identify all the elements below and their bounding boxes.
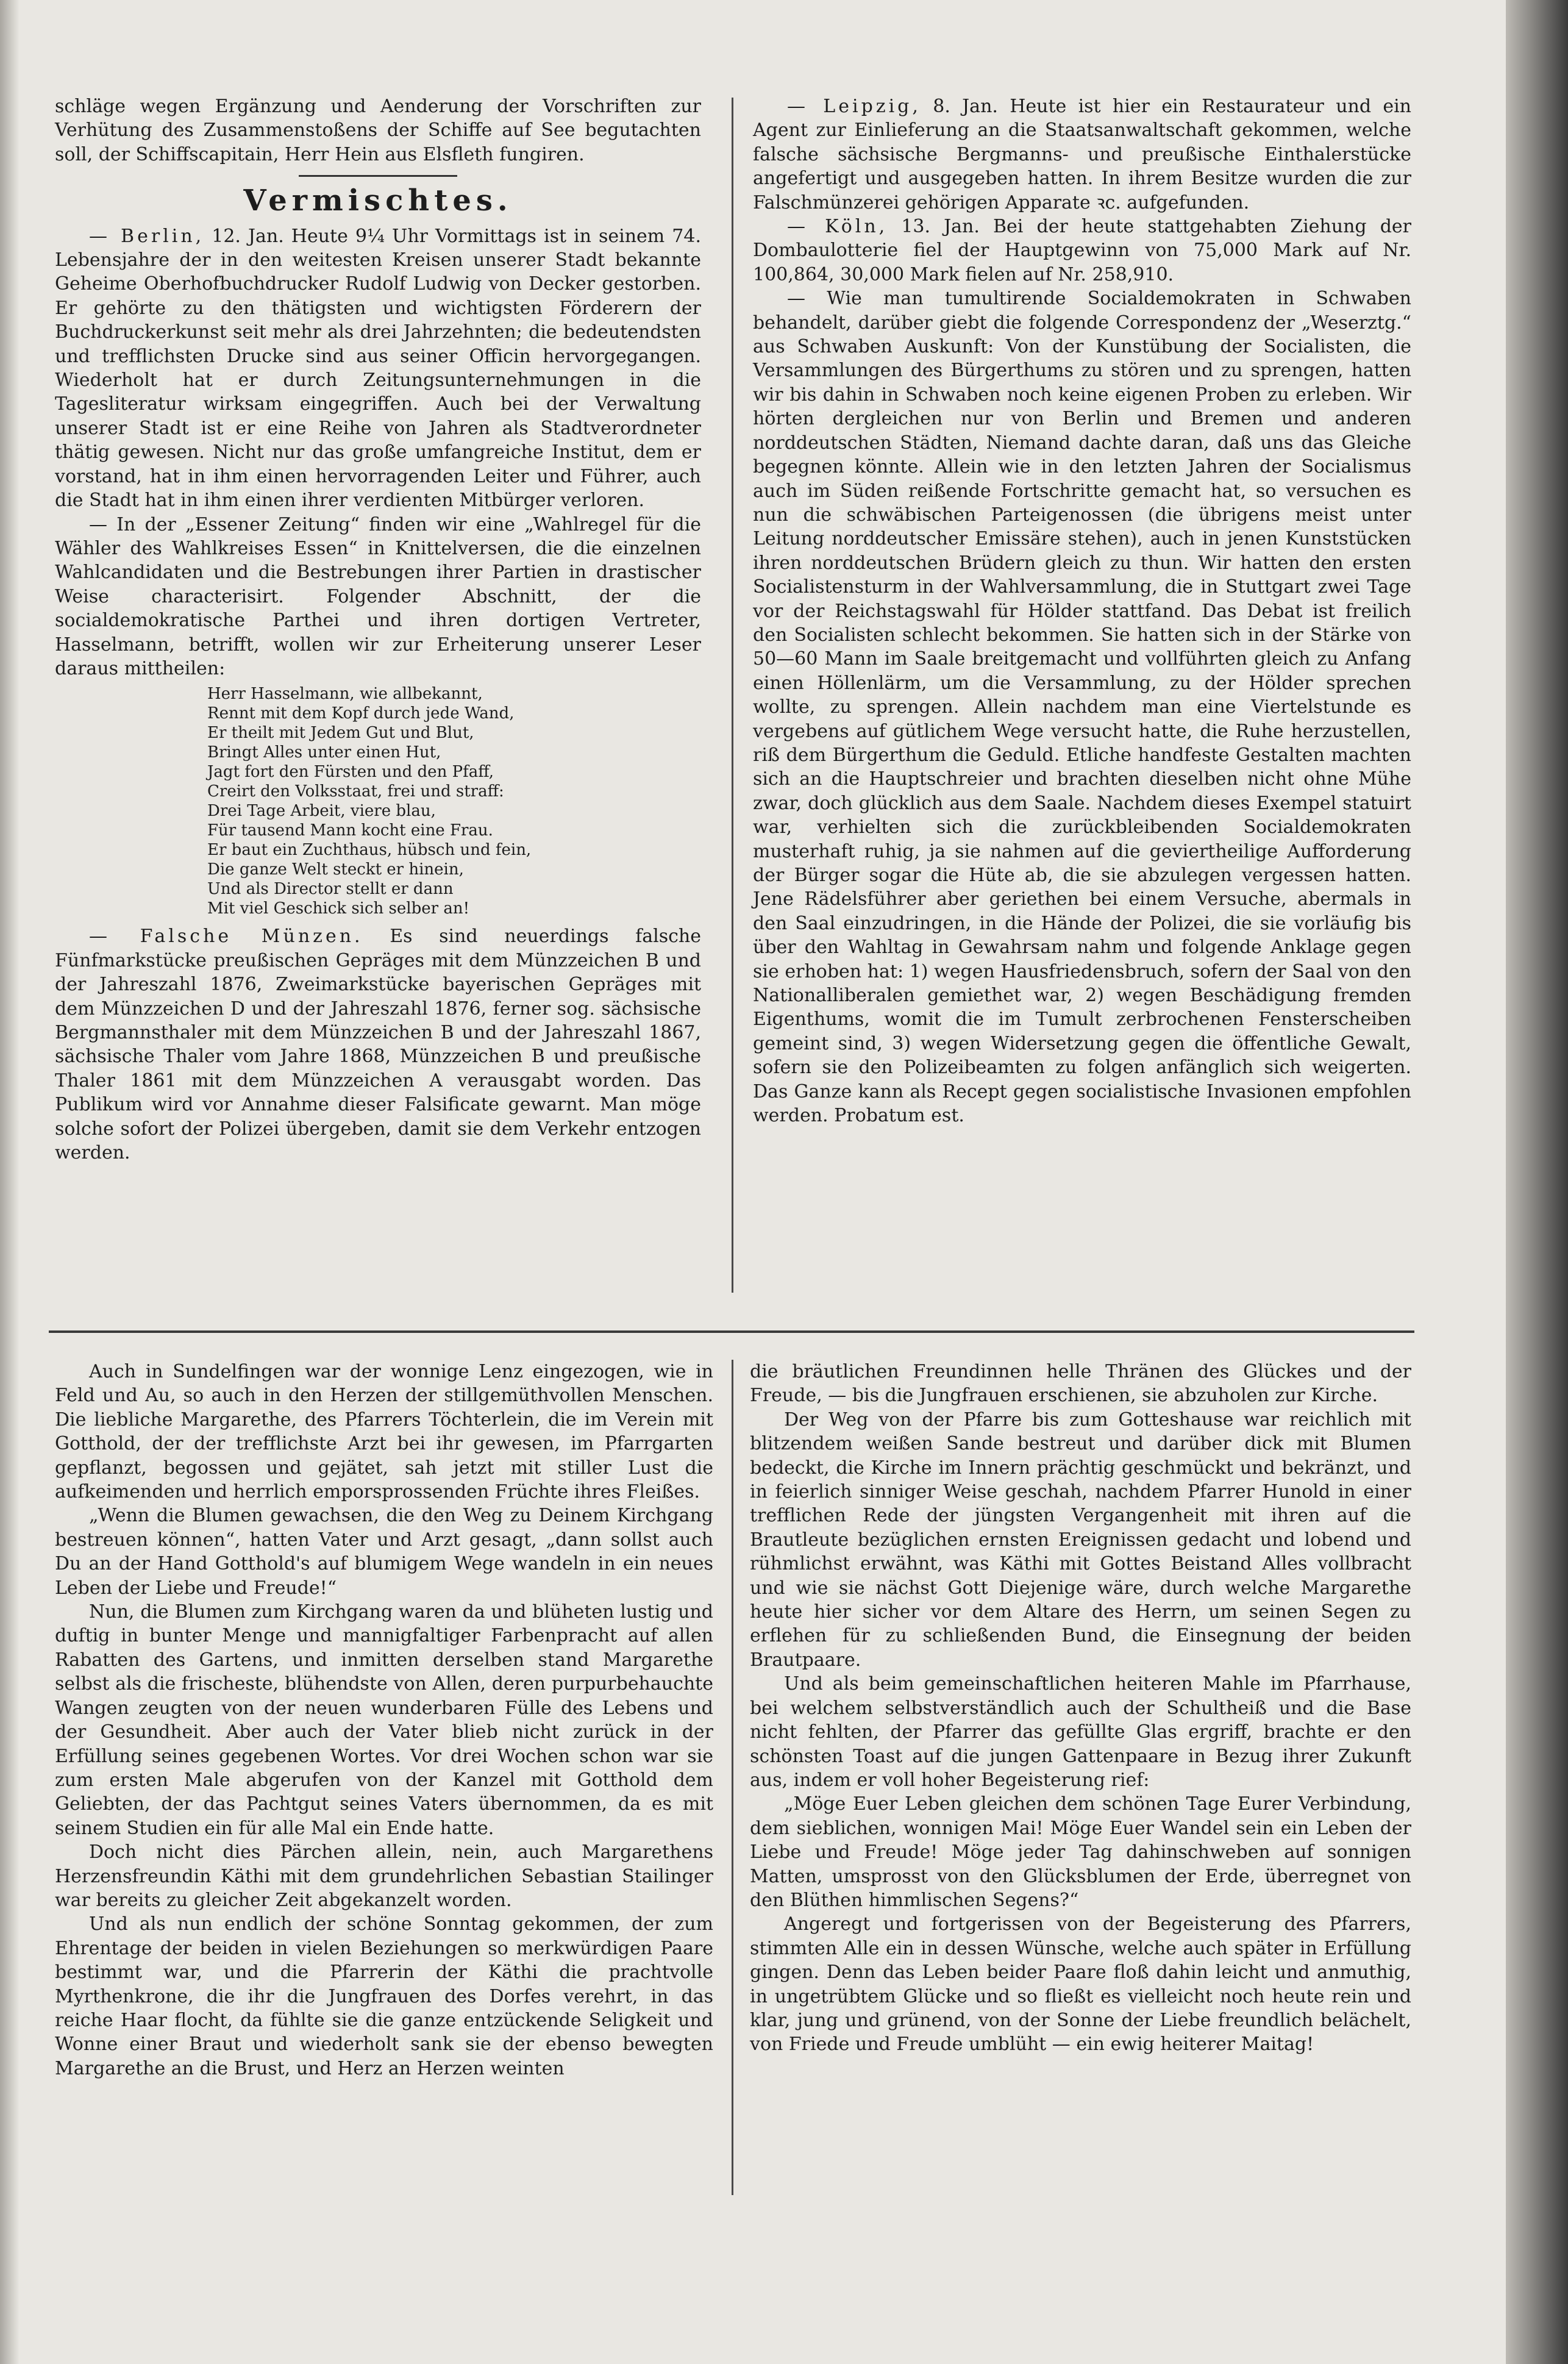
- article-koeln: [753, 215, 1411, 287]
- poem-line: Herr Hasselmann, wie allbekannt,: [207, 685, 483, 704]
- poem-line: Rennt mit dem Kopf durch jede Wand,: [207, 704, 515, 723]
- story-paragraph: Angeregt und fortgerissen von der Begeisterung des Pfarrers, stimmten Alle ein in dessen Wünsche, welche auch später in Erfüllung gingen. Denn das Leben beider Paare floß dahin leicht und anmuthig, in ungetrübtem Glücke und so fließt es vielleicht noch heute rein und klar, jung und grünend, von der Sonne der Liebe freundlich belächelt, von Friede und Freude umblüht — ein ewig heiterer Maitag!: [750, 1913, 1411, 2055]
- poem-line: Creirt den Volksstaat, frei und straff:: [207, 782, 504, 801]
- article-leipzig-body: 8. Jan. Heute ist hier ein Restaurateur und ein Agent zur Einlieferung an die Staatsanwaltschaft gekommen, welche falsche sächsische Bergmanns- und preußische Einthalerstücke angefertigt und ausgegeben hatten. In ihrem Besitze wurden die zur Falschmünzerei gehörigen Apparate ꝛc. aufgefunden.: [753, 96, 1412, 213]
- upper-right-column: [753, 95, 1411, 1127]
- column-divider-upper: [732, 98, 733, 1293]
- lower-left-column: [55, 1360, 713, 2080]
- poem-line: Jagt fort den Fürsten und den Pfaff,: [207, 763, 494, 782]
- dateline-koeln: — Köln,: [787, 216, 888, 238]
- article-berlin-body: 12. Jan. Heute 9¼ Uhr Vormittags ist in seinem 74. Lebensjahre der in den weitesten Kreisen unserer Stadt bekannte Geheime Oberhofbuchdrucker Rudolf Ludwig von Decker gestorben. Er gehörte zu den thätigsten und wichtigsten Förderern der Buchdruckerkunst seit mehr als drei Jahrzehnten; die bedeutendsten und trefflichsten Drucke sind aus seiner Officin hervorgegangen. Wiederholt hat er durch Zeitungsunternehmungen in die Tagesliteratur wirksam eingegriffen. Auch bei der Verwaltung unserer Stadt ist er eine Reihe von Jahren als Stadtverordneter thätig gewesen. Nicht nur das große umfangreiche Institut, dem er vorstand, hat in ihm einen hervorragenden Leiter und Führer, auch die Stadt hat in ihm einen ihrer verdienten Mitbürger verloren.: [55, 225, 701, 512]
- story-paragraph: Auch in Sundelfingen war der wonnige Lenz eingezogen, wie in Feld und Au, so auch in den Herzen der stillgemüthvollen Menschen. Die liebliche Margarethe, des Pfarrers Töchterlein, die im Verein mit Gotthold, der der trefflichste Arzt bei ihr gewesen, im Pfarrgarten gepflanzt, begossen und gejätet, sah jetzt mit stiller Lust die aufkeimenden und herrlich emporsprossenden Früchte ihres Fleißes.: [55, 1361, 713, 1503]
- article-essen: — In der „Essener Zeitung“ finden wir eine „Wahlregel für die Wähler des Wahlkreises Essen“ in Knittelversen, die die einzelnen Wahlcandidaten und die Bestrebungen ihrer Partien in drastischer Weise characterisirt. Folgender Abschnitt, der die socialdemokratische Parthei und ihren dortigen Vertreter, Hasselmann, betrifft, wollen wir zur Erheiterung unserer Leser daraus mittheilen:: [55, 513, 701, 679]
- story-paragraph: Und als beim gemeinschaftlichen heiteren Mahle im Pfarrhause, bei welchem selbstverständlich auch der Schultheiß und die Base nicht fehlten, der Pfarrer das gefüllte Glas ergriff, brachte er den schönsten Toast auf die jungen Gattenpaare in Bezug ihrer Zukunft aus, indem er voll hoher Begeisterung rief:: [750, 1673, 1411, 1791]
- page-edge-left: [0, 0, 20, 2364]
- dateline-leipzig: — Leipzig,: [787, 96, 921, 117]
- story-paragraph: Und als nun endlich der schöne Sonntag gekommen, der zum Ehrentage der beiden in vielen Beziehungen so merkwürdigen Paare bestimmt war, und die Pfarrerin der Käthi die prachtvolle Myrthenkrone, die ihr die Jungfrauen des Dorfes verehrt, in das reiche Haar flocht, da fühlte sie die ganze entzückende Seligkeit und Wonne einer Braut und wiederholt sank sie der ebenso bewegten Margarethe an die Brust, und Herz an Herzen weinten: [55, 1913, 713, 2079]
- poem-line: Drei Tage Arbeit, viere blau,: [207, 802, 436, 821]
- story-paragraph: die bräutlichen Freundinnen helle Thränen des Glückes und der Freude, — bis die Jungfrauen erschienen, sie abzuholen zur Kirche.: [750, 1361, 1411, 1407]
- article-falsche-muenzen-body: Es sind neuerdings falsche Fünfmarkstücke preußischen Gepräges mit dem Münzzeichen B und der Jahreszahl 1876, Zweimarkstücke bayerischen Gepräges mit dem Münzzeichen D und der Jahreszahl 1876, ferner sog. sächsische Bergmannsthaler mit dem Münzzeichen B und der Jahreszahl 1867, sächsische Thaler vom Jahre 1868, Münzzeichen B und preußische Thaler 1861 mit dem Münzzeichen A verausgabt worden. Das Publikum wird vor Annahme dieser Falsificate gewarnt. Man möge solche sofort der Polizei übergeben, damit sie dem Verkehr entzogen werden.: [55, 926, 701, 1163]
- section-divider: [49, 1330, 1414, 1333]
- poem-line: Bringt Alles unter einen Hut,: [207, 743, 441, 762]
- story-paragraph: Der Weg von der Pfarre bis zum Gotteshause war reichlich mit blitzendem weißen Sande bestreut und darüber dick mit Blumen bedeckt, die Kirche im Innern prächtig geschmückt und bekränzt, und in feierlich sinniger Weise geschah, nachdem Pfarrer Hunold in einer trefflichen Rede der jüngsten Vergangenheit mit ihren auf die Brautleute bezüglichen ernsten Ereignissen gedacht und lobend und rühmlichst erwähnt, was Käthi mit Gottes Beistand Alles vollbracht und wie sie nächst Gott Diejenige wäre, durch welche Margarethe heute hier sicher vor dem Altare des Herrn, um seinen Segen zu erflehen für zu schließenden Bund, die Einsegnung der beiden Brautpaare.: [750, 1409, 1411, 1671]
- poem-line: Und als Director stellt er dann: [207, 880, 454, 899]
- dateline-berlin: — Berlin,: [89, 225, 205, 247]
- story-paragraph: „Möge Euer Leben gleichen dem schönen Tage Eurer Verbindung, dem sieblichen, wonnigen Mai! Möge Euer Wandel sein ein Leben der Liebe und Freude! Möge jeder Tag dahinschweben auf sonnigen Matten, umsprosst von den Glücksblumen der Erde, überregnet von den Blüthen himmlischen Segens?“: [750, 1793, 1411, 1911]
- article-schwaben: — Wie man tumultirende Socialdemokraten in Schwaben behandelt, darüber giebt die folgende Correspondenz der „Weserztg.“ aus Schwaben Auskunft: Von der Kunstübung der Socialisten, die Versammlungen des Bürgerthums zu stören und zu sprengen, hatten wir bis dahin in Schwaben noch keine eigenen Proben zu erleben. Wir hörten dergleichen nur von Berlin und Bremen und anderen norddeutschen Städten, Niemand dachte daran, daß uns das Gleiche begegnen könnte. Allein wie in den letzten Jahren der Socialismus auch im Süden reißende Fortschritte gemacht hat, so versuchen es nun die schwäbischen Parteigenossen (die übrigens meist unter Leitung norddeutscher Emissäre stehen), auch in jenen Kunststücken ihren norddeutschen Brüdern gleich zu thun. Wir hatten den ersten Socialistensturm in der Wahlversammlung, die in Stuttgart zwei Tage vor der Reichstagswahl für Hölder stattfand. Das Debat ist freilich den Socialisten schlecht bekommen. Sie hatten sich in der Stärke von 50—60 Mann im Saale breitgemacht und vollführten gleich zu Anfang einen Höllenlärm, um die Versammlung, zu der Hölder sprechen wollte, zu sprengen. Allein nachdem man eine Viertelstunde es vergebens auf gütlichem Wege versucht hatte, die Ruhe herzustellen, riß dem Bürgerthum die Geduld. Etliche handfeste Gestalten machten sich an die Hauptschreier und brachten dieselben nicht ohne Mühe zwar, doch glücklich aus dem Saale. Nachdem dieses Exempel statuirt war, verhielten sich die zurückbleibenden Socialdemokraten musterhaft ruhig, ja sie nahmen auf die geviertheilige Aufforderung der Bürger sogar die Hüte ab, die sie abzulegen vergessen hatten. Jene Rädelsführer aber geriethen bei einem Versuche, abermals in den Saal einzudringen, in die Hände der Polizei, die sie vorläufig bis über den Wahltag in Gewahrsam nahm und folgende Anklage gegen sie erhoben hat: 1) wegen Hausfriedensbruch, sofern der Saal von den Nationalliberalen gemiethet war, 2) wegen Beschädigung fremden Eigenthums, womit die im Tumult zerbrochenen Fensterscheiben gemeint sind, 3) wegen Widersetzung gegen die öffentliche Gewalt, sofern sie den Polizeibeamten zu folgen anfänglich sich weigerten. Das Ganze kann als Recept gegen socialistische Invasionen empfohlen werden. Probatum est.: [753, 288, 1411, 1127]
- headline-falsche-muenzen: — Falsche Münzen.: [89, 926, 363, 948]
- upper-left-column: [55, 95, 701, 1165]
- poem-line: Er theilt mit Jedem Gut und Blut,: [207, 724, 474, 743]
- column-divider-lower: [732, 1360, 733, 2195]
- poem-line: Die ganze Welt steckt er hinein,: [207, 860, 464, 879]
- poem-line: Er baut ein Zuchthaus, hübsch und fein,: [207, 841, 532, 860]
- lower-right-column: [750, 1360, 1411, 2057]
- article-koeln-body: 13. Jan. Bei der heute stattgehabten Ziehung der Dombaulotterie fiel der Hauptgewinn von 75,000 Mark auf Nr. 100,864, 30,000 Mark fielen auf Nr. 258,910.: [753, 216, 1411, 285]
- page-edge-right: [1506, 0, 1568, 2364]
- article-berlin: [55, 224, 701, 513]
- article-intro: schläge wegen Ergänzung und Aenderung der Vorschriften zur Verhütung des Zusammenstoßens der Schiffe auf See begutachten soll, der Schiffscapitain, Herr Hein aus Elsfleth fungiren.: [55, 96, 701, 165]
- article-leipzig: [753, 95, 1411, 215]
- story-paragraph: Doch nicht dies Pärchen allein, nein, auch Margarethens Herzensfreundin Käthi mit dem grundehrlichen Sebastian Stailinger war bereits zu gleicher Zeit abgekanzelt worden.: [55, 1841, 713, 1911]
- section-heading: Vermischtes.: [243, 184, 513, 218]
- poem: [207, 684, 701, 918]
- story-paragraph: „Wenn die Blumen gewachsen, die den Weg zu Deinem Kirchgang bestreuen können“, hatten Vater und Arzt gesagt, „dann sollst auch Du an der Hand Gotthold's auf blumigem Wege wandeln in ein neues Leben der Liebe und Freude!“: [55, 1505, 713, 1599]
- section-rule: [299, 175, 457, 177]
- article-falsche-muenzen: [55, 924, 701, 1165]
- story-paragraph: Nun, die Blumen zum Kirchgang waren da und blüheten lustig und duftig in bunter Menge und mannigfaltiger Farbenpracht auf allen Rabatten des Gartens, und inmitten derselben stand Margarethe selbst als die frischeste, blühendste von Allen, deren purpurbehauchte Wangen zeugten von der neuen wunderbaren Fülle des Lebens und der Gesundheit. Aber auch der Vater blieb nicht zurück in der Erfüllung seines gegebenen Wortes. Vor drei Wochen schon war sie zum ersten Male abgerufen von der Kanzel mit Gotthold dem Geliebten, der das Pachtgut seines Vaters übernommen, da es mit seinem Studien ein für alle Mal ein Ende hatte.: [55, 1601, 713, 1839]
- poem-line: Mit viel Geschick sich selber an!: [207, 899, 470, 918]
- poem-line: Für tausend Mann kocht eine Frau.: [207, 821, 493, 840]
